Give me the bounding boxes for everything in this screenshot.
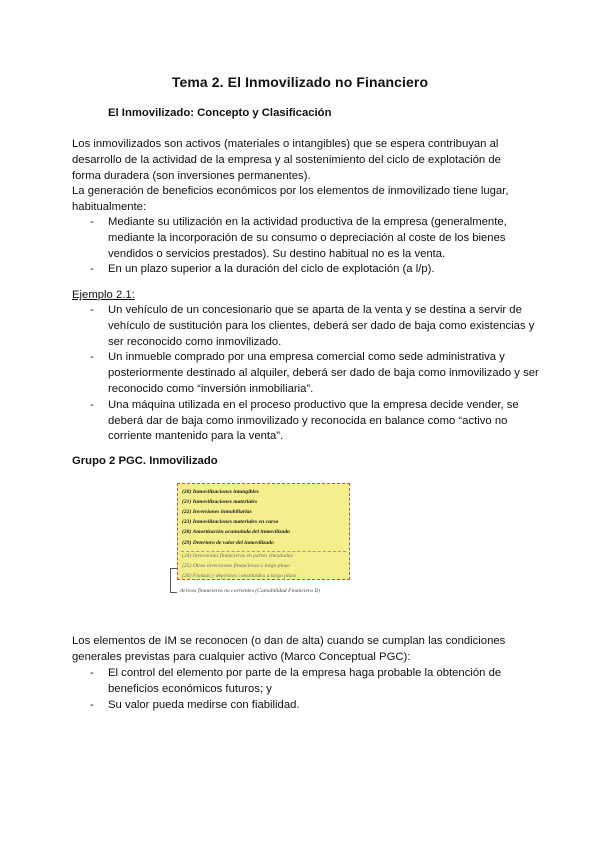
dash-marker: -	[90, 698, 94, 711]
pgc-account-29: (29) Deterioro de valor del inmovilizado	[182, 540, 274, 546]
bullet-text: Mediante su utilización en la actividad productiva de la empresa (generalmente, mediante la incorporación de su consumo o depreciación al coste de los bienes vendidos o servicios prestados). Su destino habitual no es la venta.	[108, 216, 507, 260]
dash-marker: -	[90, 263, 94, 276]
dash-marker: -	[90, 667, 94, 679]
pgc-account-25: (25) Otras inversiones financieras a largo plazo	[182, 563, 290, 569]
dash-marker: -	[90, 216, 94, 228]
page-title: Tema 2. El Inmovilizado no Financiero	[171, 74, 429, 90]
example-label-text: Ejemplo 2.1:	[72, 289, 135, 301]
pgc-account-22: (22) Inversiones inmobiliarias	[182, 509, 252, 515]
intro-paragraph-1: Los inmovilizados son activos (materiales o intangibles) que se espera contribuyan al desarrollo de la actividad de la empresa y al sostenimiento del ciclo de explotación de forma duradera (son inversiones permanentes).	[72, 138, 501, 182]
pgc-account-28: (28) Amortización acumulada del inmovilizado	[182, 529, 290, 535]
dash-marker: -	[90, 304, 94, 316]
intro-paragraph-2: La generación de beneficios económicos por los elementos de inmovilizado tiene lugar, habitualmente:	[72, 185, 509, 213]
bullet-text: Su valor pueda medirse con fiabilidad.	[108, 698, 300, 711]
pgc-account-21: (21) Inmovilizaciones materiales	[182, 499, 258, 505]
intro-bullet-list	[72, 215, 542, 278]
pgc-account-26: (26) Fianzas y depósitos constituidos a largo plazo	[182, 573, 297, 579]
list-item	[72, 215, 542, 262]
dash-marker: -	[90, 398, 94, 411]
bullet-text: El control del elemento por parte de la empresa haga probable la obtención de beneficios económicos futuros; y	[108, 667, 502, 695]
list-item	[72, 350, 542, 397]
pgc-bracket	[170, 568, 177, 593]
pgc-account-23: (23) Inmovilizaciones materiales en curso	[182, 519, 279, 525]
pgc-accounts-box	[177, 483, 350, 580]
pgc-account-20: (20) Inmovilizaciones intangibles	[182, 489, 259, 495]
recognition-bullet-list	[72, 666, 542, 713]
pgc-group2-figure	[168, 480, 358, 602]
example-label	[72, 288, 532, 304]
section-subtitle: El Inmovilizado: Concepto y Clasificación	[108, 107, 332, 119]
bullet-text: Un vehículo de un concesionario que se aparta de la venta y se destina a servir de vehículo de sustitución para los clientes, deberá ser dado de baja como existencias y ser reconocido como inmovilizado.	[108, 304, 535, 348]
list-item	[72, 666, 542, 698]
recognition-paragraph: Los elementos de IM se reconocen (o dan de alta) cuando se cumplan las condiciones generales previstas para cualquier activo (Marco Conceptual PGC):	[72, 635, 506, 663]
pgc-caption: Activos financieros no corrientes (Contabilidad Financiera II)	[180, 588, 320, 594]
pgc-separator	[181, 551, 346, 552]
list-item	[72, 303, 542, 350]
dash-marker: -	[90, 351, 94, 364]
list-item	[72, 698, 542, 714]
pgc-account-24: (24) Inversiones financieras en partes vinculadas	[182, 553, 293, 559]
list-item	[72, 262, 542, 278]
bullet-text: En un plazo superior a la duración del ciclo de explotación (a l/p).	[108, 263, 435, 276]
example-bullet-list	[72, 303, 542, 445]
list-item	[72, 398, 542, 445]
bullet-text: Un inmueble comprado por una empresa comercial como sede administrativa y posteriormente destinado al alquiler, deberá ser dado de baja como inmovilizado y ser reconocido como “inversión inmobiliaria”.	[108, 351, 539, 395]
grupo2-heading: Grupo 2 PGC. Inmovilizado	[72, 455, 218, 467]
bullet-text: Una máquina utilizada en el proceso productivo que la empresa decide vender, se deberá dar de baja como inmovilizado y reconocida en balance como “activo no corriente mantenido para la venta”.	[108, 398, 519, 443]
